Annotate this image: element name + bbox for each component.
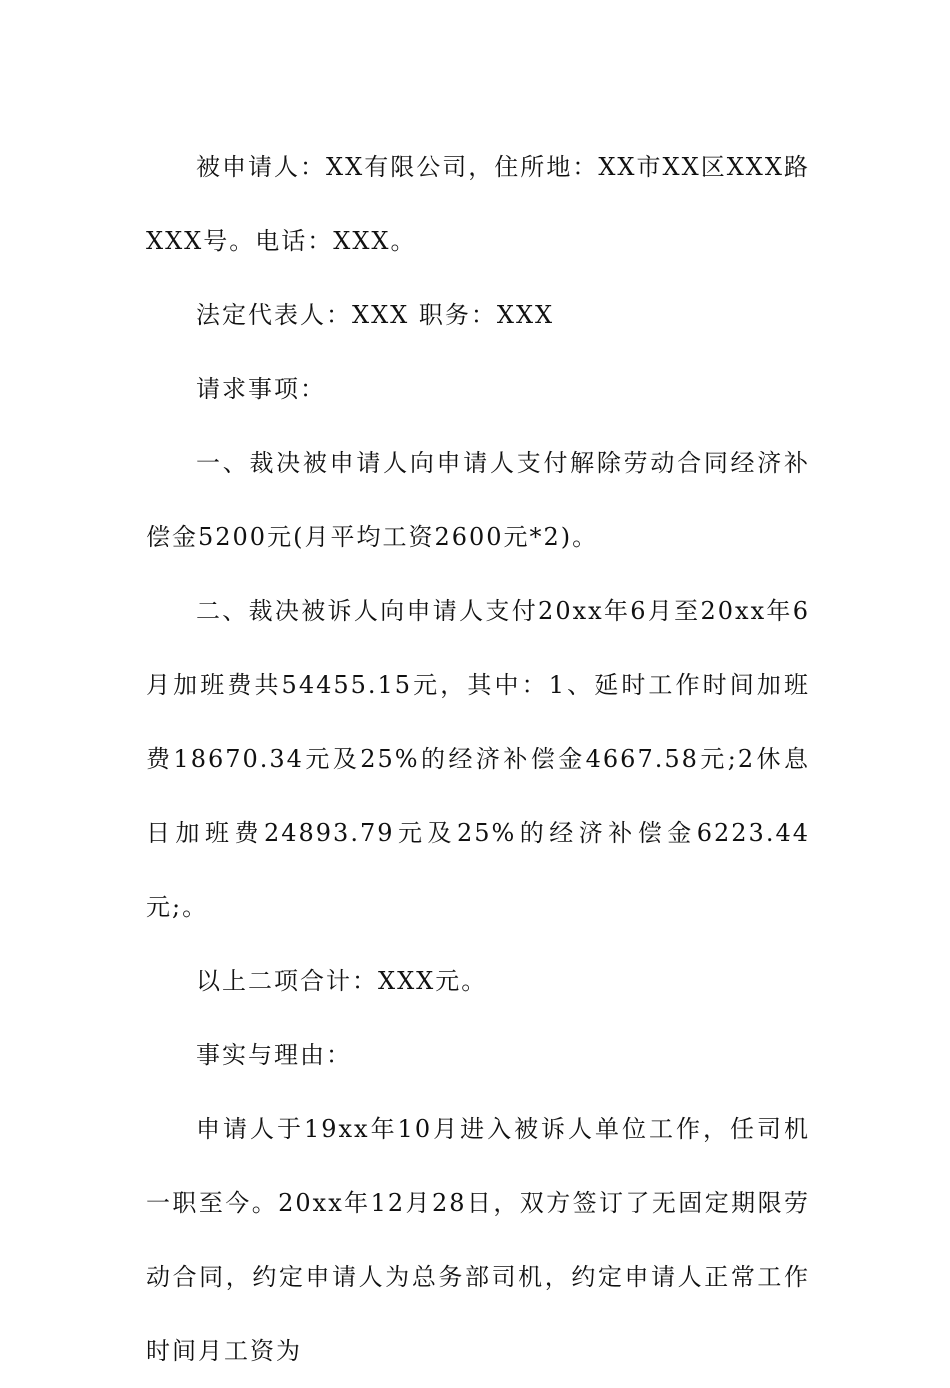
paragraph-respondent: 被申请人：XX有限公司，住所地：XX市XX区XXX路XXX号。电话：XXX。: [146, 153, 810, 255]
paragraph-claims-heading: 请求事项：: [196, 375, 326, 403]
paragraph-legal-representative: 法定代表人：XXX 职务：XXX: [196, 301, 555, 329]
paragraph-facts-heading: 事实与理由：: [196, 1041, 352, 1069]
paragraph-total: 以上二项合计：XXX元。: [196, 967, 488, 995]
paragraph-claim-two: 二、裁决被诉人向申请人支付20xx年6月至20xx年6月加班费共54455.15元，其中：1、延时工作时间加班费18670.34元及25%的经济补偿金4667.58元;2休息日加班费24893.79元及25%的经济补偿金6223.44元;。: [146, 597, 810, 921]
paragraph-facts-body: 申请人于19xx年10月进入被诉人单位工作，任司机一职至今。20xx年12月28日，双方签订了无固定期限劳动合同，约定申请人为总务部司机，约定申请人正常工作时间月工资为: [146, 1115, 810, 1365]
document-body: [146, 130, 810, 1388]
paragraph-claim-one: 一、裁决被申请人向申请人支付解除劳动合同经济补偿金5200元(月平均工资2600元*2)。: [146, 449, 810, 551]
